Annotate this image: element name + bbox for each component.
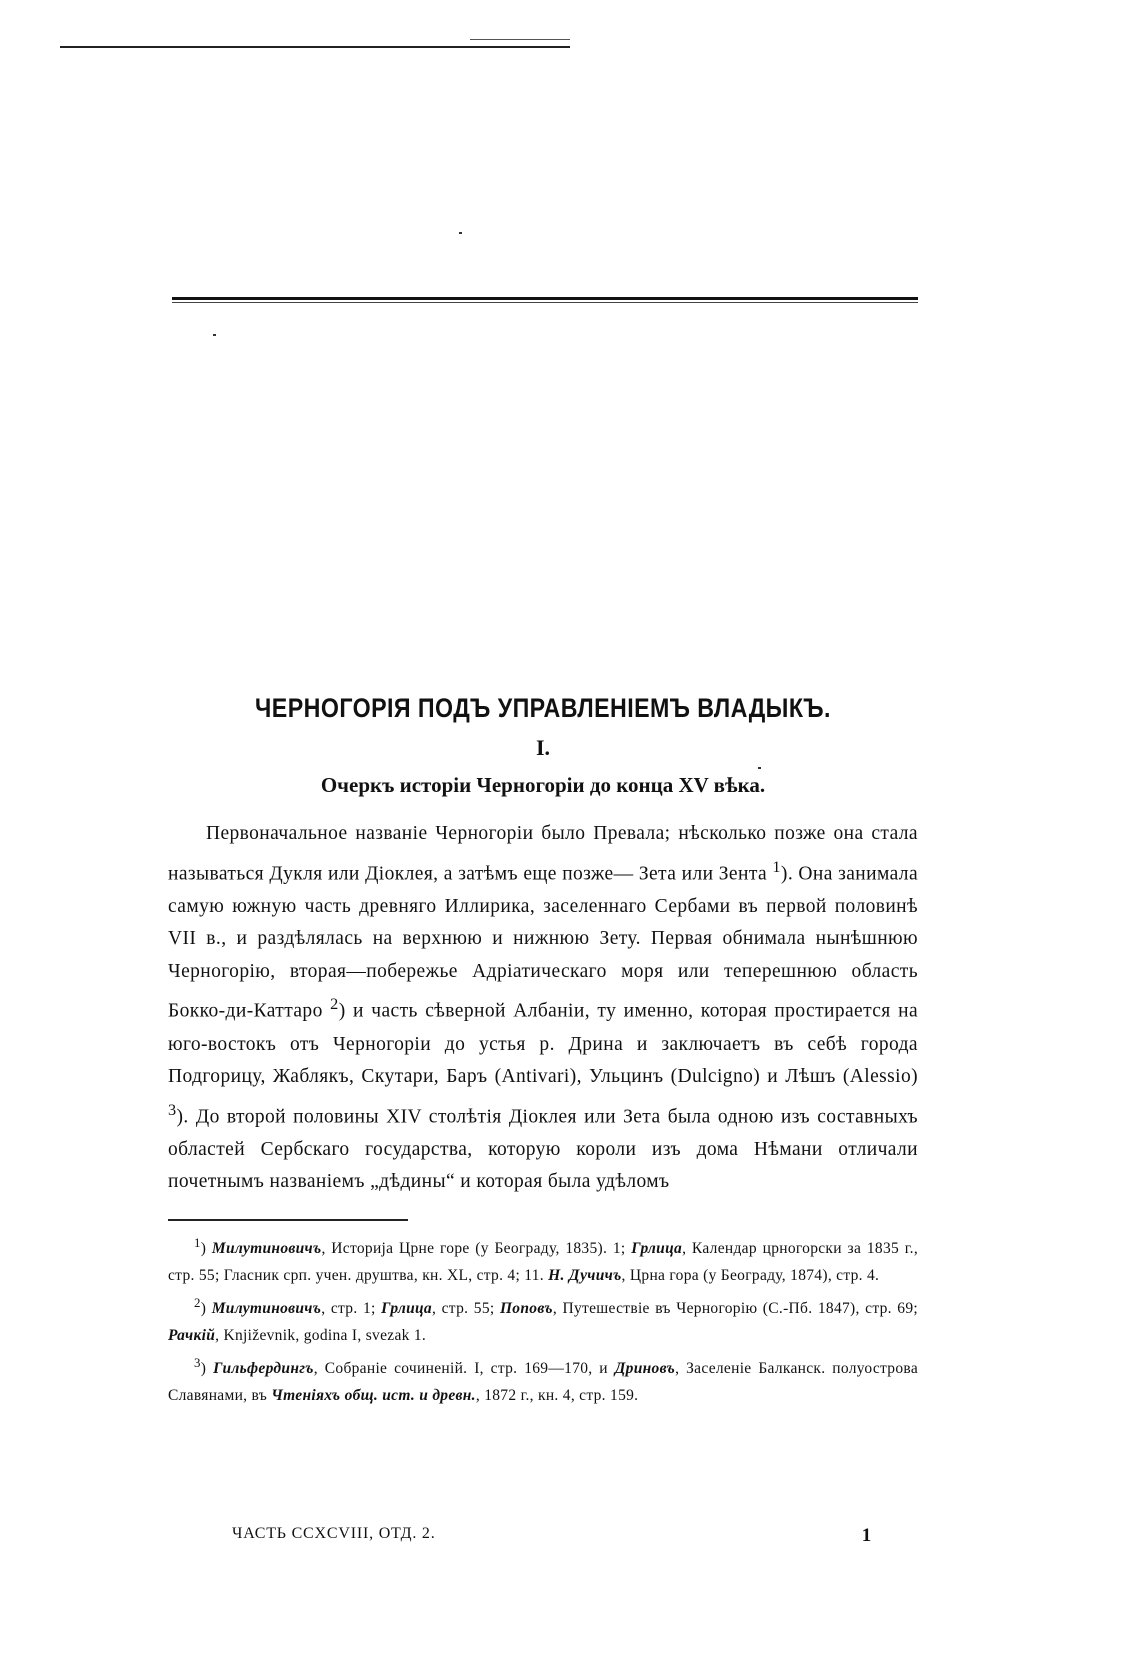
header-rule-thin bbox=[172, 302, 918, 303]
footnote-ref: 3 bbox=[168, 1100, 177, 1119]
volume-info: ЧАСТЬ CCXCVIII, ОТД. 2. bbox=[232, 1525, 436, 1542]
footnote-text-segment: , Црна гора (у Београду, 1874), стр. 4. bbox=[621, 1266, 880, 1284]
footnote-text-segment: , Календар црногорски за 1835 г., стр. 55; Гласник срп. учен. друштва, кн. XL, стр. 4; 11. bbox=[168, 1239, 918, 1284]
scan-edge-line-tail bbox=[470, 39, 570, 40]
footnote-text-segment: , Путешествіе въ Черногорію (С.-Пб. 1847), стр. 69; bbox=[552, 1299, 919, 1317]
footnote: $^3$) Гильфердингъ, Собраніе сочиненій. I, стр. 169—170, и Дриновъ, Заселеніе Балканск. полуострова Славянами, въ Чтеніяхъ общ. ист. и древн., 1872 г., кн. 4, стр. 159. bbox=[168, 1354, 918, 1404]
footnote: $^2$) Милутиновичъ, стр. 1; Грлица, стр. 55; Поповъ, Путешествіе въ Черногорію (С.-Пб. 1847), стр. 69; Рачкій, Književnik, godina I, svezak 1. bbox=[168, 1294, 919, 1344]
body-text-segment: Первоначальное названіе Черногоріи было Превала; нѣсколько позже она стала называться Дукля или Діоклея, а затѣмъ еще позже— Зета или Зента bbox=[168, 823, 918, 885]
section-number: I. bbox=[535, 735, 551, 760]
footnote-mark: 2 bbox=[194, 1294, 201, 1310]
footnote-mark: 3 bbox=[194, 1354, 201, 1370]
body-text-segment: ) и часть сѣверной Албаніи, ту именно, которая простирается на юго-востокъ отъ Черногоріи до устья р. Дрина и заключаетъ въ себѣ города Подгорицу, Жаблякъ, Скутари, Баръ (Antivari), Ульцинъ (Dulcigno) и Лѣшъ (Alessio) bbox=[168, 1000, 918, 1088]
footnote-italic-segment: Грлица bbox=[381, 1299, 432, 1317]
footnote-rule bbox=[168, 1219, 408, 1221]
scan-speck bbox=[213, 334, 216, 336]
footnote-ref: 2 bbox=[330, 995, 339, 1014]
footnote-italic-segment: Дриновъ bbox=[614, 1360, 676, 1377]
footnote-italic-segment: Милутиновичъ bbox=[211, 1239, 322, 1257]
footnote-text-segment: , Заселеніе Балканск. полуострова Славянами, въ bbox=[168, 1360, 918, 1404]
scan-edge-line bbox=[60, 46, 570, 48]
footnote-text-segment: , стр. 1; bbox=[321, 1299, 382, 1317]
footnote-italic-segment: Поповъ bbox=[499, 1299, 553, 1317]
body-text-segment: ). Она занимала самую южную часть древняго Иллирика, заселеннаго Сербами въ первой половинѣ VII в., и раздѣлялась на верхнюю и нижнюю Зету. Первая обнимала нынѣшнюю Черногорію, вторая—побережье Адріатическаго моря или теперешнюю область Бокко-ди-Каттаро bbox=[168, 863, 918, 1022]
footnote-mark: 1 bbox=[194, 1234, 201, 1250]
page-content bbox=[168, 690, 918, 1409]
footnote: $^1$) Милутиновичъ, Историја Црне горе (у Београду, 1835). 1; Грлица, Календар црногорски за 1835 г., стр. 55; Гласник срп. учен. друштва, кн. XL, стр. 4; 11. Н. Дучичъ, Црна гора (у Београду, 1874), стр. 4. bbox=[168, 1234, 918, 1284]
section-subtitle: Очеркъ исторіи Черногоріи до конца XV вѣка. bbox=[320, 773, 766, 797]
footnote-italic-segment: Грлица bbox=[631, 1239, 683, 1257]
footnote-text-segment: , Историја Црне горе (у Београду, 1835). 1; bbox=[321, 1239, 632, 1257]
footnote-text-segment: , 1872 г., кн. 4, стр. 159. bbox=[475, 1387, 639, 1404]
footnote-text-segment: , Собраніе сочиненій. I, стр. 169—170, и bbox=[313, 1360, 615, 1377]
footnote-italic-segment: Милутиновичъ bbox=[211, 1299, 322, 1317]
footnote-italic-segment: Чтеніяхъ общ. ист. и древн. bbox=[271, 1387, 476, 1404]
footnote-italic-segment: Н. Дучичъ bbox=[548, 1266, 622, 1284]
body-paragraph bbox=[168, 818, 918, 1199]
header-rule bbox=[172, 297, 918, 300]
footnote-italic-segment: Рачкій bbox=[168, 1326, 216, 1344]
page-number: 1 bbox=[861, 1525, 872, 1546]
scan-speck bbox=[459, 232, 462, 234]
footnote-text-segment: , стр. 55; bbox=[431, 1299, 500, 1317]
body-text-segment: ). До второй половины XIV столѣтія Діоклея или Зета была одною изъ составныхъ областей Сербскаго государства, которую короли изъ дома Нѣмани отличали почетнымъ названіемъ „дѣдины“ и которая была удѣломъ bbox=[168, 1106, 918, 1193]
footnote-text-segment: , Književnik, godina I, svezak 1. bbox=[215, 1326, 427, 1344]
footnotes bbox=[168, 1229, 918, 1409]
footnote-ref: 1 bbox=[772, 857, 781, 876]
footnote-italic-segment: Гильфердингъ bbox=[213, 1360, 314, 1377]
chapter-title: ЧЕРНОГОРІЯ ПОДЪ УПРАВЛЕНІЕМЪ ВЛАДЫКЪ. bbox=[255, 693, 831, 723]
